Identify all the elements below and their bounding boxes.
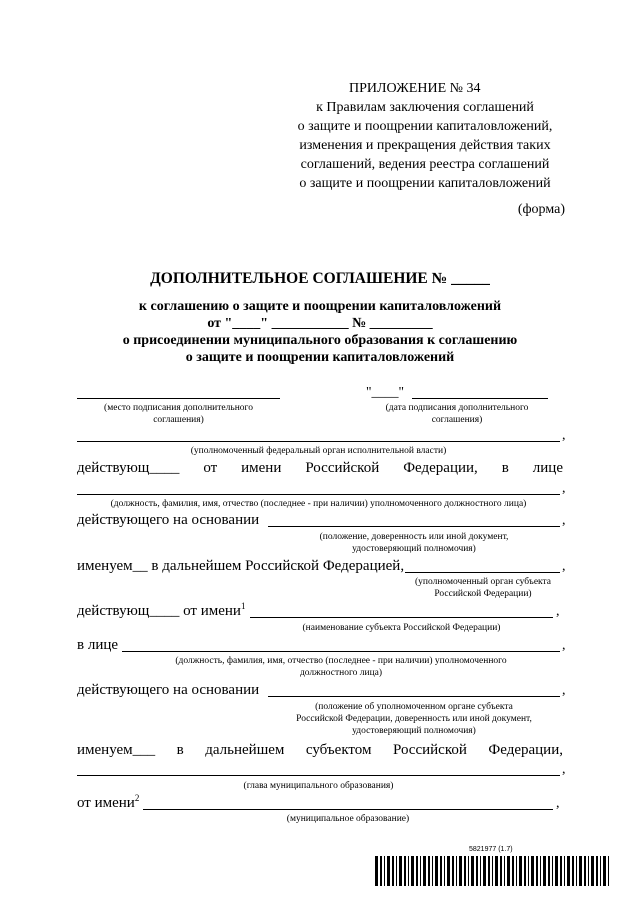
footnote-1: 1: [240, 601, 246, 611]
caption-official: (должность, фамилия, имя, отчество (последнее - при наличии) уполномоченного должностного лица): [110, 499, 527, 509]
barcode-code: 5821977 (1.7): [469, 846, 513, 853]
acting-basis-2: действующего на основании: [77, 682, 260, 698]
acting-word: действующ____: [77, 460, 180, 476]
comma: ,: [562, 762, 566, 777]
title-sub-3: о присоединении муниципального образования к соглашению: [122, 333, 518, 348]
appendix-line-2: о защите и поощрении капиталовложений,: [297, 119, 553, 134]
acting-word: имени: [241, 460, 282, 476]
comma: ,: [562, 559, 566, 574]
on-behalf-text: от имени: [77, 795, 135, 811]
date-caption-1: (дата подписания дополнительного: [385, 403, 529, 413]
acting-name-1: [77, 601, 246, 619]
caption-basis-2b: Российской Федерации, доверенность или иной документ,: [296, 714, 532, 724]
on-behalf: [77, 793, 140, 811]
appendix-title: ПРИЛОЖЕНИЕ № 34: [349, 81, 481, 96]
date-caption-2: соглашения): [431, 415, 483, 425]
named-subject-word: дальнейшем: [205, 742, 285, 758]
subject-name-blank-line: [250, 617, 553, 618]
municipal-blank-line: [143, 809, 553, 810]
caption-official2-b: должностного лица): [299, 668, 383, 678]
named-rf: именуем__ в дальнейшем Российской Федерацией,: [77, 558, 405, 574]
appendix-line-1: к Правилам заключения соглашений: [316, 100, 534, 115]
comma: ,: [562, 513, 566, 528]
document-title: ДОПОЛНИТЕЛЬНОЕ СОГЛАШЕНИЕ № _____: [150, 270, 490, 287]
comma: ,: [562, 481, 566, 496]
appendix-line-5: о защите и поощрении капиталовложений: [299, 176, 551, 191]
caption-basis-1a: (положение, доверенность или иной документ,: [319, 532, 509, 542]
named-subject-word: именуем___: [77, 742, 156, 758]
basis-2-blank-line: [268, 696, 560, 697]
caption-subject-organ-b: Российской Федерации): [434, 589, 532, 599]
title-sub-2: от "____" ___________ № _________: [207, 316, 433, 331]
basis-1-blank-line: [268, 526, 560, 527]
appendix-line-3: изменения и прекращения действия таких: [299, 138, 551, 153]
acting-basis-1: действующего на основании: [77, 512, 260, 528]
acting-rf-line: [77, 461, 563, 476]
acting-name-1-text: действующ____ от имени: [77, 603, 241, 619]
barcode-icon: [375, 856, 609, 886]
appendix-line-4: соглашений, ведения реестра соглашений: [300, 157, 550, 172]
caption-subject-organ-a: (уполномоченный орган субъекта: [414, 577, 552, 587]
place-caption-2: соглашения): [153, 415, 204, 425]
title-sub-1: к соглашению о защите и поощрении капиталовложений: [138, 299, 502, 314]
comma: ,: [562, 683, 566, 698]
form-label: (форма): [517, 202, 565, 217]
date-day-blank: "____": [366, 384, 405, 399]
caption-municipal: (муниципальное образование): [286, 814, 410, 824]
named-subject-word: в: [176, 742, 184, 758]
comma: ,: [562, 638, 566, 653]
official2-blank-line: [122, 651, 560, 652]
official-blank-line: [77, 494, 560, 495]
fed-organ-blank-line: [77, 441, 560, 442]
acting-word: лице: [532, 460, 563, 476]
caption-fed-organ: (уполномоченный федеральный орган исполнительной власти): [190, 446, 447, 456]
comma: ,: [556, 604, 560, 619]
in-person: в лице: [77, 637, 119, 653]
acting-word: Российской: [305, 460, 380, 476]
acting-word: Федерации,: [403, 460, 478, 476]
named-subject-word: Федерации,: [488, 742, 563, 758]
acting-word: в: [501, 460, 509, 476]
subject-organ-blank-line: [405, 572, 560, 573]
caption-subject-name: (наименование субъекта Российской Федерации): [302, 623, 501, 633]
footnote-2: 2: [134, 793, 140, 803]
comma: ,: [556, 796, 560, 811]
caption-basis-2c: удостоверяющий полномочия): [352, 726, 476, 736]
municipal-head-blank-line: [77, 775, 560, 776]
caption-basis-2a: (положение об уполномоченном органе субъекта: [315, 702, 513, 712]
named-subject-word: Российской: [392, 742, 467, 758]
named-subject-word: субъектом: [305, 742, 372, 758]
place-caption-1: (место подписания дополнительного: [104, 403, 253, 413]
acting-word: от: [203, 460, 218, 476]
named-subject-line: [77, 743, 563, 758]
caption-official2-a: (должность, фамилия, имя, отчество (последнее - при наличии) уполномоченного: [175, 656, 507, 666]
caption-municipal-head: (глава муниципального образования): [243, 781, 394, 791]
place-blank-line: [77, 398, 280, 399]
caption-basis-1b: удостоверяющий полномочия): [352, 544, 476, 554]
comma: ,: [562, 428, 566, 443]
title-sub-4: о защите и поощрении капиталовложений: [185, 350, 455, 365]
date-blank-line: [412, 398, 548, 399]
